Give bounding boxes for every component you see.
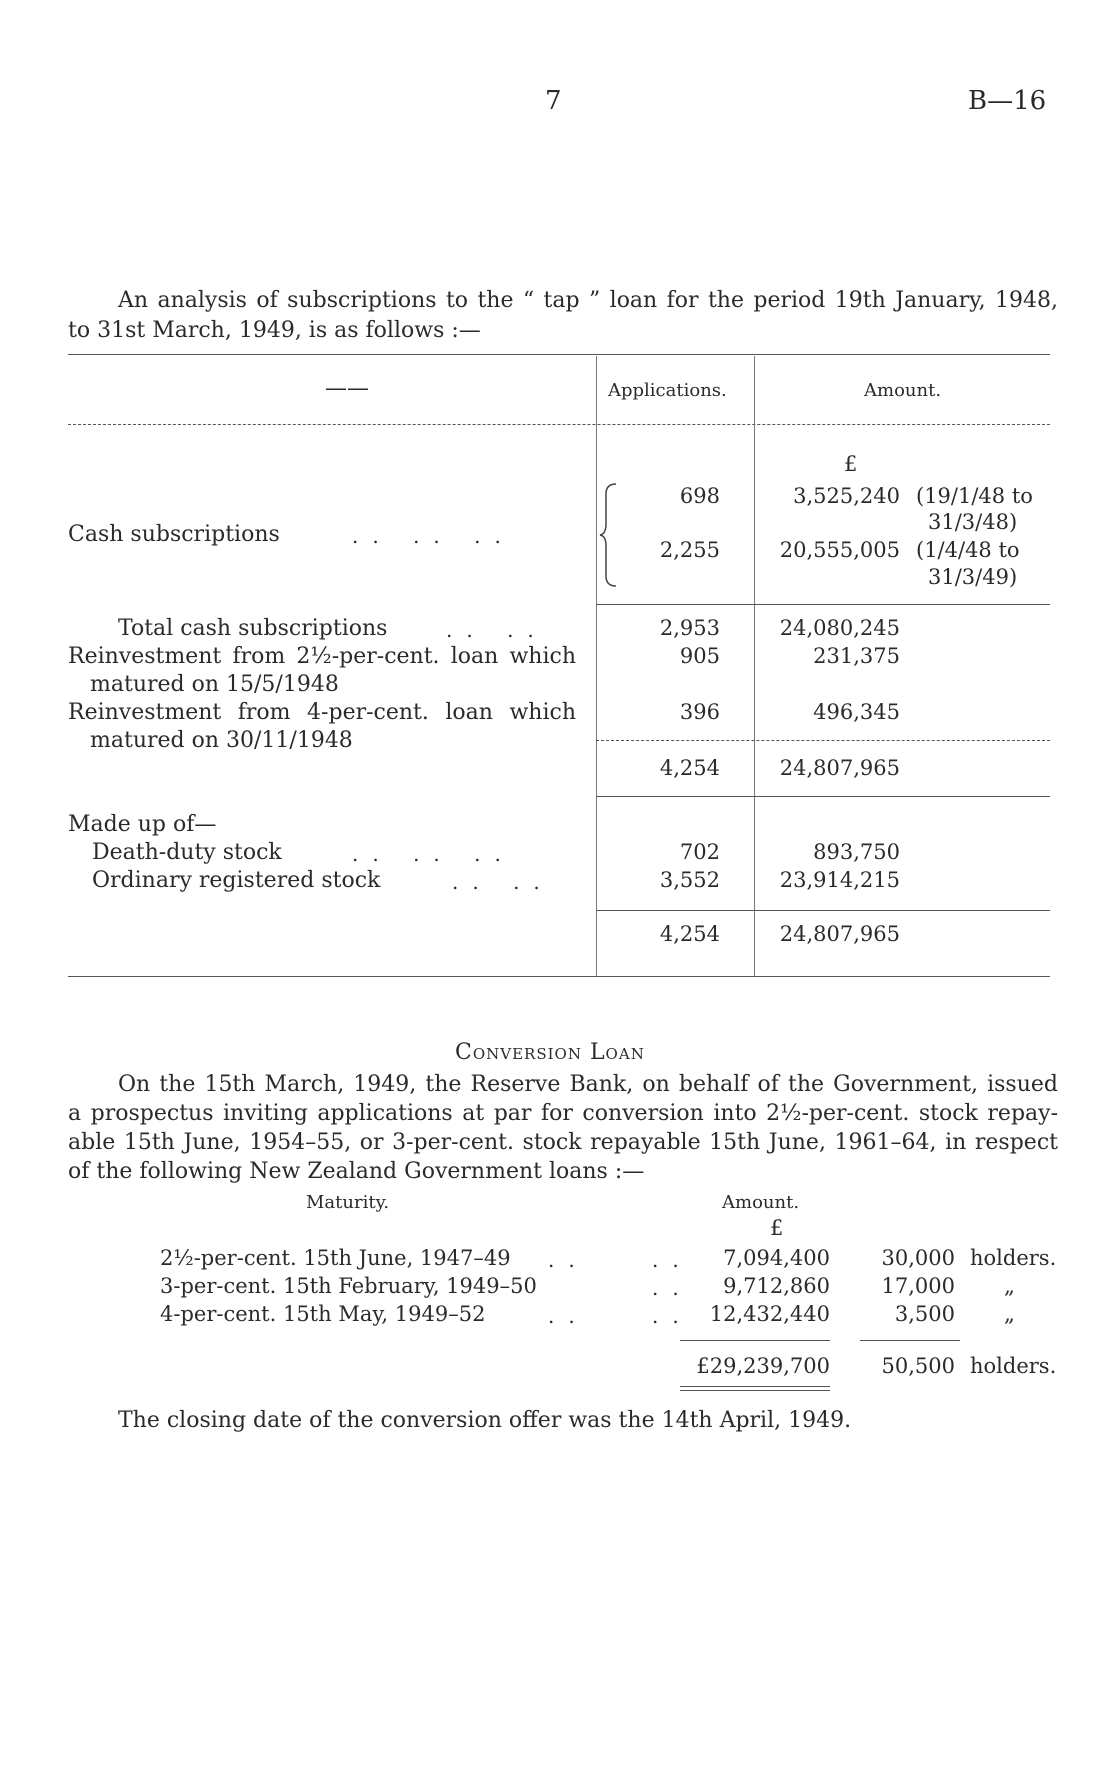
conversion-para-line-2: a prospectus inviting applications at par for conversion into 2½-per-cent. stock repay- (68, 1101, 1058, 1126)
reinvest-2half-label-b: matured on 15/5/1948 (90, 672, 339, 697)
conversion-row-1-holders: 30,000 (881, 1246, 955, 1270)
total-cash-amount: 24,080,245 (779, 616, 900, 640)
conversion-row-2-unit: „ (1004, 1274, 1015, 1298)
conversion-total-holders: 50,500 (881, 1354, 955, 1378)
cash-row-1-amount: 3,525,240 (793, 484, 900, 508)
conversion-pound-sign: £ (770, 1216, 784, 1240)
reinvest-4-label-b: matured on 30/11/1948 (90, 728, 353, 753)
made-up-of-label: Made up of— (68, 812, 217, 837)
header-amount: Amount. (864, 380, 942, 401)
subtotal-applications: 4,254 (659, 756, 720, 780)
ordinary-stock-label: Ordinary registered stock (92, 868, 381, 893)
closing-note: The closing date of the conversion offer was the 14th April, 1949. (118, 1408, 852, 1433)
conversion-heading: Conversion Loan (455, 1040, 645, 1065)
conversion-row-3-holders: 3,500 (894, 1302, 955, 1326)
cash-row-1-applications: 698 (679, 484, 720, 508)
intro-line-2: to 31st March, 1949, is as follows :— (68, 318, 481, 343)
conversion-row-2-amount: 9,712,860 (723, 1274, 830, 1298)
total-cash-label: Total cash subscriptions (118, 616, 388, 641)
reinvest-4-applications: 396 (679, 700, 720, 724)
death-duty-applications: 702 (679, 840, 720, 864)
table-top-rule (68, 354, 1050, 355)
death-duty-amount: 893,750 (813, 840, 900, 864)
total-cash-applications: 2,953 (659, 616, 720, 640)
conversion-row-3-maturity: 4-per-cent. 15th May, 1949–52 (160, 1302, 486, 1326)
header-blank-dash: —— (325, 376, 369, 401)
reinvest-4-label-a: Reinvestment from 4-per-cent. loan which (68, 700, 576, 725)
conversion-row-1-amount: 7,094,400 (723, 1246, 830, 1270)
page-number: 7 (545, 86, 562, 116)
conversion-row-2-holders: 17,000 (881, 1274, 955, 1298)
leader-dots: .. (548, 1304, 589, 1328)
cash-row-2-amount: 20,555,005 (779, 538, 900, 562)
leader-dots: .. (652, 1304, 693, 1328)
column-divider-1 (596, 356, 597, 976)
conversion-row-3-amount: 12,432,440 (709, 1302, 830, 1326)
subtotal-rule (596, 740, 1050, 741)
reinvest-2half-applications: 905 (679, 644, 720, 668)
ordinary-stock-amount: 23,914,215 (779, 868, 900, 892)
ordinary-stock-applications: 3,552 (659, 868, 720, 892)
cash-row-1-period-a: (19/1/48 to (916, 484, 1033, 508)
leader-dots: .. (548, 1248, 589, 1272)
table-header-rule (68, 424, 1050, 425)
conversion-para-line-4: of the following New Zealand Government loans :— (68, 1159, 645, 1184)
brace-icon (598, 480, 626, 590)
leader-dots: .. .. .. (352, 842, 515, 866)
conversion-row-3-unit: „ (1004, 1302, 1015, 1326)
cash-row-2-period-b: 31/3/49) (928, 565, 1018, 589)
conversion-header-maturity: Maturity. (306, 1192, 390, 1213)
conversion-row-1-maturity: 2½-per-cent. 15th June, 1947–49 (160, 1246, 511, 1270)
conversion-row-2-maturity: 3-per-cent. 15th February, 1949–50 (160, 1274, 537, 1298)
conversion-para-line-3: able 15th June, 1954–55, or 3-per-cent. stock repayable 15th June, 1961–64, in respect (68, 1130, 1058, 1155)
grand-total-amount: 24,807,965 (779, 922, 900, 946)
leader-dots: .. .. .. (352, 524, 515, 548)
cash-block-rule (596, 604, 1050, 605)
grand-total-applications: 4,254 (659, 922, 720, 946)
leader-dots: .. (652, 1248, 693, 1272)
document-reference: B—16 (968, 86, 1047, 116)
cash-row-2-period-a: (1/4/48 to (916, 538, 1020, 562)
conversion-double-rule-1 (680, 1386, 830, 1387)
conversion-header-amount: Amount. (722, 1192, 800, 1213)
conversion-row-1-unit: holders. (970, 1246, 1057, 1270)
pound-sign: £ (844, 452, 858, 476)
conversion-total-rule-holders (860, 1340, 960, 1341)
column-divider-2 (754, 356, 755, 976)
leader-dots: .. (652, 1276, 693, 1300)
cash-row-1-period-b: 31/3/48) (928, 510, 1018, 534)
conversion-total-rule-amount (680, 1340, 830, 1341)
leader-dots: .. .. (446, 618, 548, 642)
cash-row-2-applications: 2,255 (659, 538, 720, 562)
subtotal-bottom-rule (596, 796, 1050, 797)
header-applications: Applications. (608, 380, 727, 401)
reinvest-2half-label-a: Reinvestment from 2½-per-cent. loan which (68, 644, 576, 669)
leader-dots: .. .. (452, 870, 554, 894)
subtotal-amount: 24,807,965 (779, 756, 900, 780)
cash-subscriptions-label: Cash subscriptions (68, 522, 280, 547)
reinvest-2half-amount: 231,375 (813, 644, 900, 668)
conversion-para-line-1: On the 15th March, 1949, the Reserve Bank, on behalf of the Government, issued (118, 1072, 1058, 1097)
intro-line-1: An analysis of subscriptions to the “ tap ” loan for the period 19th January, 1948, (118, 288, 1058, 313)
table-bottom-rule (68, 976, 1050, 977)
death-duty-label: Death-duty stock (92, 840, 282, 865)
conversion-double-rule-2 (680, 1390, 830, 1391)
grand-total-rule (596, 910, 1050, 911)
conversion-total-unit: holders. (970, 1354, 1057, 1378)
conversion-total-amount: £29,239,700 (696, 1354, 830, 1378)
reinvest-4-amount: 496,345 (813, 700, 900, 724)
